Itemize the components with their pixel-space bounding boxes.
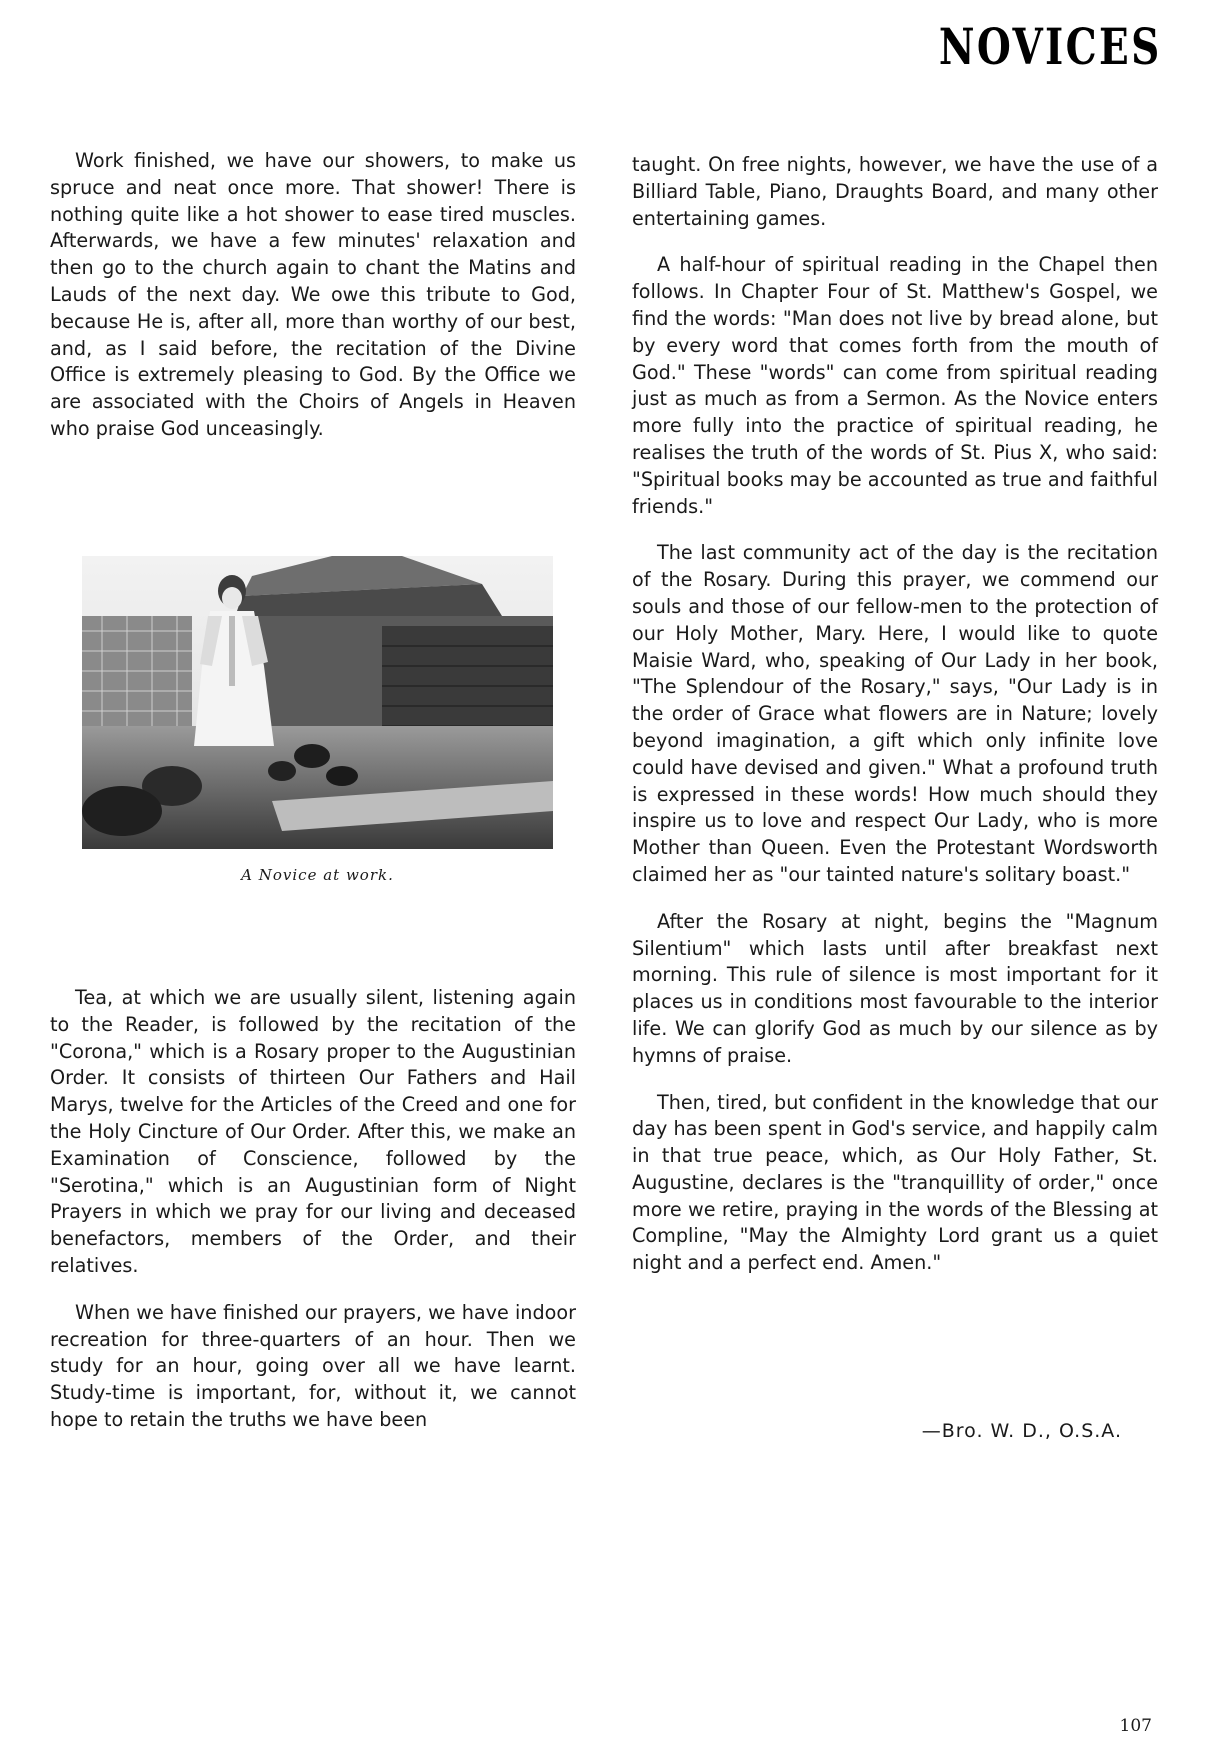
silence-paragraph: After the Rosary at night, begins the "Magnum Silentium" which lasts until after breakfast next morning. This rule of silence is most important for it places us in conditions most favourable to the interior life. We can glorify God as much by our silence as by hymns of praise.	[632, 909, 1158, 1067]
left-column-top	[50, 148, 576, 443]
right-column	[632, 152, 1158, 1277]
novice-photo	[82, 556, 553, 849]
page-title: NOVICES	[939, 17, 1162, 76]
spiritual-reading-paragraph: A half-hour of spiritual reading in the Chapel then follows. In Chapter Four of St. Matthew's Gospel, we find the words: "Man does not live by bread alone, but by every word that comes forth from the mouth of God." These "words" can come from spiritual reading just as much as from a Sermon. As the Novice enters more fully into the practice of spiritual reading, he realises the truth of the words of St. Pius X, who said: "Spiritual books may be accounted as true and faithful friends."	[632, 253, 1158, 518]
rosary-paragraph: The last community act of the day is the recitation of the Rosary. During this prayer, we commend our souls and those of our fellow-men to the protection of our Holy Mother, Mary. Here, I would like to quote Maisie Ward, who, speaking of Our Lady in her book, "The Splendour of the Rosary," says, "Our Lady is in the order of Grace what flowers are in Nature; lovely beyond imagination, a gift which only infinite love could have devised and given." What a profound truth is expressed in these words! How much should they inspire us to love and respect Our Lady, who is more Mother than Queen. Even the Protestant Wordsworth claimed her as "our tainted nature's solitary boast."	[632, 541, 1158, 886]
closing-paragraph: Then, tired, but confident in the knowledge that our day has been spent in God's service, and happily calm in that true peace, which, as Our Holy Father, St. Augustine, declares is the "tranquillity of order," once more we retire, praying in the words of the Blessing at Compline, "May the Almighty Lord grant us a quiet night and a perfect end. Amen."	[632, 1090, 1158, 1275]
continuation-paragraph: taught. On free nights, however, we have the use of a Billiard Table, Piano, Draughts Board, and many other entertaining games.	[632, 153, 1158, 230]
novice-photo-illustration	[82, 556, 553, 849]
tea-paragraph: Tea, at which we are usually silent, listening again to the Reader, is followed by the recitation of the "Corona," which is a Rosary proper to the Augustinian Order. It consists of thirteen Our Fathers and Hail Marys, twelve for the Articles of the Creed and one for the Holy Cincture of Our Order. After this, we make an Examination of Conscience, followed by the "Serotina," which is an Augustinian form of Night Prayers in which we pray for our living and deceased benefactors, members of the Order, and their relatives.	[50, 986, 576, 1277]
prayers-paragraph: When we have finished our prayers, we have indoor recreation for three-quarters of an hour. Then we study for an hour, going over all we have learnt. Study-time is important, for, without it, we cannot hope to retain the truths we have been	[50, 1300, 576, 1431]
showers-paragraph: Work finished, we have our showers, to make us spruce and neat once more. That shower! There is nothing quite like a hot shower to ease tired muscles. Afterwards, we have a few minutes' relaxation and then go to the church again to chant the Matins and Lauds of the next day. We owe this tribute to God, because He is, after all, more than worthy of our best, and, as I said before, the recitation of the Divine Office is extremely pleasing to God. By the Office we are associated with the Choirs of Angels in Heaven who praise God unceasingly.	[50, 149, 576, 440]
page-number: 107	[1119, 1716, 1152, 1736]
signature: —Bro. W. D., O.S.A.	[921, 1420, 1122, 1442]
left-column-bottom	[50, 985, 576, 1434]
photo-caption: A Novice at work.	[241, 866, 394, 884]
